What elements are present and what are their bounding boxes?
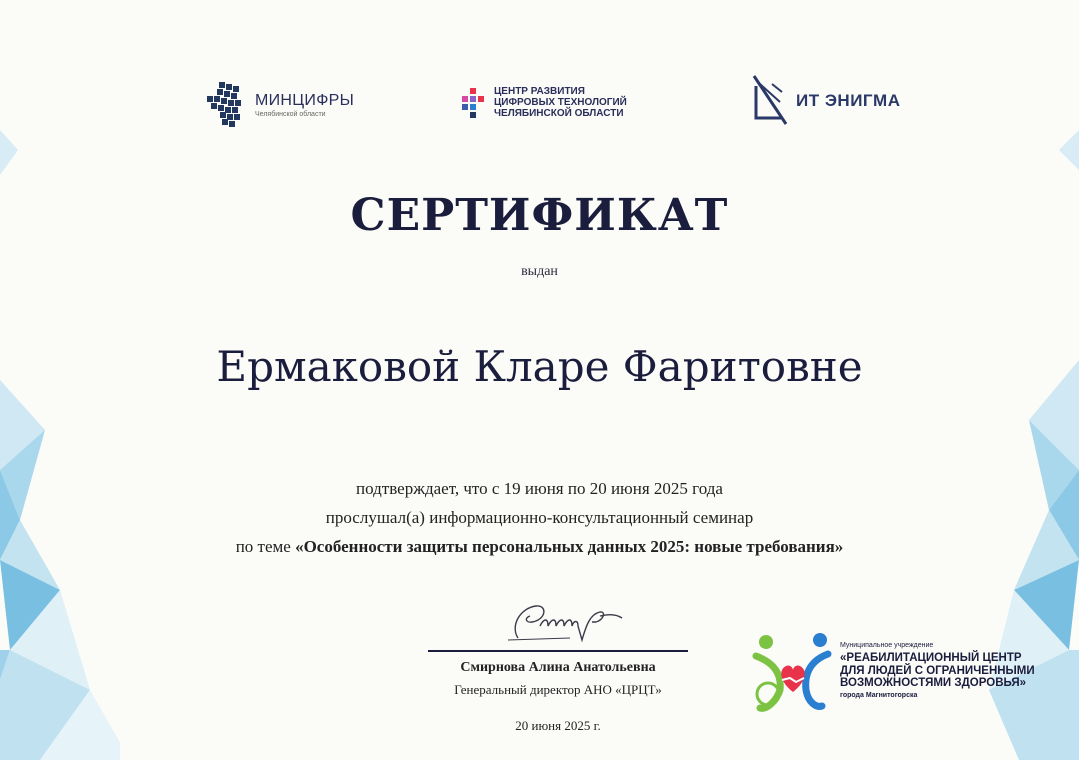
recipient-name: Ермаковой Кларе Фаритовне	[216, 342, 863, 391]
rehab-emblem-icon	[752, 632, 834, 714]
body-line-dates: подтверждает, что с 19 июня по 20 июня 2025 года	[356, 479, 723, 498]
rehab-city: города Магнитогорска	[840, 691, 918, 699]
topic-title: «Особенности защиты персональных данных 2025: новые требования»	[295, 537, 844, 556]
rehab-line3: ВОЗМОЖНОСТЯМИ ЗДОРОВЬЯ»	[840, 677, 1026, 689]
mincifry-logo	[207, 82, 354, 128]
mincifry-sub: Челябинской области	[255, 111, 326, 118]
crdt-line1: ЦЕНТР РАЗВИТИЯ	[494, 86, 585, 97]
topic-prefix: по теме	[235, 537, 296, 556]
signature-line	[428, 650, 688, 652]
handwritten-signature	[500, 596, 630, 646]
rehab-center-logo	[752, 632, 1040, 714]
crdt-logo	[462, 86, 627, 119]
crdt-mosaic-icon	[462, 88, 488, 118]
signer-name: Смирнова Алина Анатольевна	[460, 660, 656, 675]
enigma-name: ИТ ЭНИГМА	[796, 91, 901, 110]
body-line-topic	[0, 532, 1079, 561]
certificate-title: СЕРТИФИКАТ	[350, 190, 729, 241]
chelyabinsk-map-icon	[207, 82, 245, 128]
rehab-line2: ДЛЯ ЛЮДЕЙ С ОГРАНИЧЕННЫМИ	[840, 664, 1035, 677]
enigma-logo	[752, 72, 901, 130]
rehab-type: Муниципальное учреждение	[840, 642, 934, 649]
signer-position: Генеральный директор АНО «ЦРЦТ»	[454, 682, 662, 697]
issue-date: 20 июня 2025 г.	[515, 718, 601, 733]
issued-label: выдан	[521, 264, 558, 279]
body-line-seminar: прослушал(а) информационно-консультационный семинар	[325, 508, 754, 527]
rehab-line1: «РЕАБИЛИТАЦИОННЫЙ ЦЕНТР	[840, 652, 1022, 664]
enigma-emblem-icon	[752, 72, 788, 130]
crdt-line3: ЧЕЛЯБИНСКОЙ ОБЛАСТИ	[494, 108, 624, 119]
certificate-body	[0, 474, 1079, 561]
mincifry-name: МИНЦИФРЫ	[255, 92, 355, 109]
crdt-line2: ЦИФРОВЫХ ТЕХНОЛОГИЙ	[494, 97, 627, 108]
